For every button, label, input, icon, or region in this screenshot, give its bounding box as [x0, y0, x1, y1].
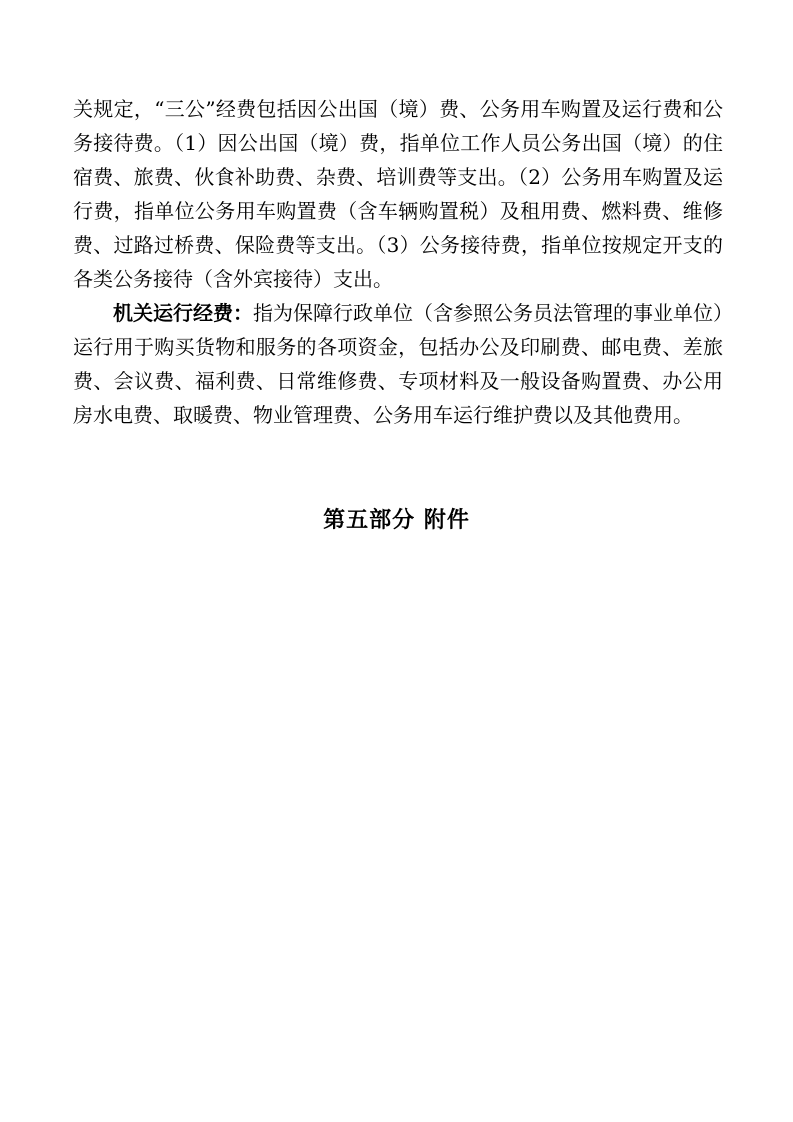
document-body	[73, 92, 723, 432]
term-label: 机关运行经费：	[113, 301, 253, 325]
section-heading: 第五部分 附件	[323, 508, 470, 533]
paragraph-text: 关规定，“三公”经费包括因公出国（境）费、公务用车购置及运行费和公务接待费。（1）因公出国（境）费，指单位工作人员公务出国（境）的住宿费、旅费、伙食补助费、杂费、培训费等支出。（2）公务用车购置及运行费，指单位公务用车购置费（含车辆购置税）及租用费、燃料费、维修费、过路过桥费、保险费等支出。（3）公务接待费，指单位按规定开支的各类公务接待（含外宾接待）支出。	[73, 97, 723, 291]
paragraph-three-public-expenses	[73, 92, 723, 296]
paragraph-agency-operating-expenses	[73, 296, 723, 432]
paragraph-text: 指为保障行政单位（含参照公务员法管理的事业单位）运行用于购买货物和服务的各项资金，包括办公及印刷费、邮电费、差旅费、会议费、福利费、日常维修费、专项材料及一般设备购置费、办公用房水电费、取暖费、物业管理费、公务用车运行维护费以及其他费用。	[73, 301, 723, 427]
